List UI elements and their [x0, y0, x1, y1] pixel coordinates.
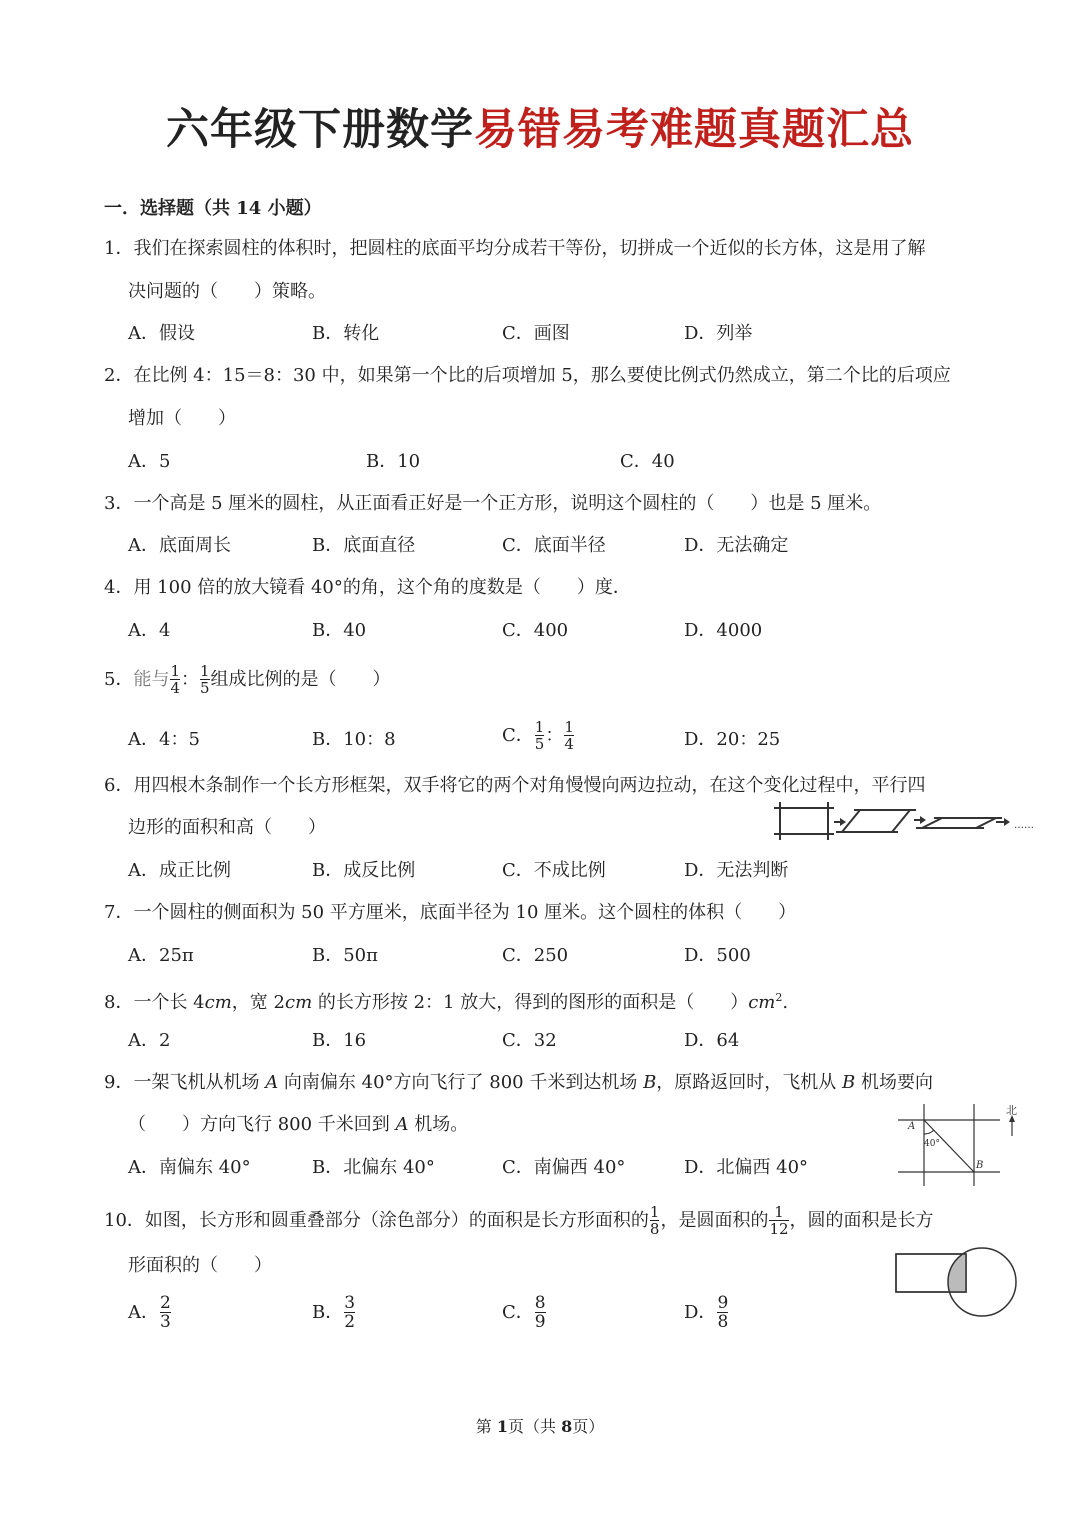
q1-line2: 决问题的（ ）策略。 — [128, 281, 326, 302]
q9-figure-north: 北 — [1006, 1104, 1017, 1117]
q10-rectangle-circle-figure — [892, 1244, 1022, 1324]
q9-option-d: D．北偏西 40° — [684, 1157, 809, 1178]
q5-suffix: 组成比例的是（ ） — [210, 669, 391, 690]
q7-option-a: A．25π — [128, 945, 194, 966]
q1-line1: 1．我们在探索圆柱的体积时，把圆柱的底面平均分成若干等份，切拼成一个近似的长方体，这是用了解 — [104, 238, 926, 259]
q6-option-b: B．成反比例 — [312, 860, 416, 881]
q5-option-b: B．10：8 — [312, 729, 396, 750]
q4-line1: 4．用 100 倍的放大镜看 40°的角，这个角的度数是（ ）度． — [104, 577, 631, 598]
q9-figure-a: A — [908, 1121, 916, 1132]
q6-line2: 边形的面积和高（ ） — [128, 817, 326, 838]
q3-option-a: A．底面周长 — [128, 535, 231, 556]
q5-fraction-1: $\frac{1}{4}$ — [170, 662, 180, 697]
q9-option-a: A．南偏东 40° — [128, 1157, 251, 1178]
q3-option-c: C．底面半径 — [502, 535, 606, 556]
q2-option-c: C．40 — [620, 451, 675, 472]
q8-option-b: B．16 — [312, 1030, 367, 1051]
q6-option-a: A．成正比例 — [128, 860, 231, 881]
q7-option-b: B．50π — [312, 945, 378, 966]
q10-option-a: A． $\frac{2}{3}$ — [128, 1293, 171, 1332]
q5-option-c: C． $\frac{1}{5}$ ： $\frac{1}{4}$ — [502, 718, 574, 753]
q6-figure-ellipsis: …… — [1014, 820, 1034, 831]
q10-fraction-1: $\frac{1}{8}$ — [649, 1203, 660, 1238]
q5-line1: 5．能与 $\frac{1}{4}$ ： $\frac{1}{5}$ 组成比例的是（ ） — [104, 662, 391, 697]
q8-line1: 8．一个长 4cm，宽 2cm 的长方形按 2：1 放大，得到的图形的面积是（ ）$cm^2$. — [104, 991, 789, 1013]
q1-option-d: D．列举 — [684, 323, 753, 344]
q6-option-d: D．无法判断 — [684, 860, 789, 881]
page-title — [0, 96, 1080, 157]
q10-option-b: B． $\frac{3}{2}$ — [312, 1293, 356, 1332]
q8-option-d: D．64 — [684, 1030, 740, 1051]
q4-option-a: A．4 — [128, 620, 171, 641]
q9-direction-figure — [896, 1100, 1022, 1190]
q10-option-d: D． $\frac{9}{8}$ — [684, 1293, 729, 1332]
q7-option-c: C．250 — [502, 945, 569, 966]
q2-option-a: A．5 — [128, 451, 171, 472]
q9-line1: 9．一架飞机从机场 A 向南偏东 40°方向飞行了 800 千米到达机场 B，原路返回时，飞机从 B 机场要向 — [104, 1072, 933, 1093]
q8-option-c: C．32 — [502, 1030, 557, 1051]
title-black: 六年级下册数学 — [166, 105, 474, 155]
q4-option-b: B．40 — [312, 620, 367, 641]
section-heading: 一．选择题（共 14 小题） — [104, 198, 322, 219]
q2-line1: 2．在比例 4：15＝8：30 中，如果第一个比的后项增加 5，那么要使比例式仍然成立，第二个比的后项应 — [104, 365, 951, 386]
q7-line1: 7．一个圆柱的侧面积为 50 平方厘米，底面半径为 10 厘米。这个圆柱的体积（ ） — [104, 902, 797, 923]
q8-option-a: A．2 — [128, 1030, 171, 1051]
q5-option-d: D．20：25 — [684, 729, 781, 750]
q3-option-d: D．无法确定 — [684, 535, 789, 556]
q5-option-a: A．4：5 — [128, 729, 200, 750]
q4-option-c: C．400 — [502, 620, 569, 641]
title-red: 易错易考难题真题汇总 — [474, 105, 914, 155]
q9-option-b: B．北偏东 40° — [312, 1157, 435, 1178]
q10-fraction-2: $\frac{1}{12}$ — [769, 1203, 789, 1238]
q6-option-c: C．不成比例 — [502, 860, 606, 881]
q5-number: 5． — [104, 669, 134, 690]
q10-option-c: C． $\frac{8}{9}$ — [502, 1293, 546, 1332]
q1-option-c: C．画图 — [502, 323, 570, 344]
q7-option-d: D．500 — [684, 945, 751, 966]
q1-option-b: B．转化 — [312, 323, 380, 344]
q2-line2: 增加（ ） — [128, 408, 236, 429]
q10-line1: 10．如图，长方形和圆重叠部分（涂色部分）的面积是长方形面积的 $\frac{1}{8}$ ，是圆面积的 $\frac{1}{12}$ ，圆的面积是长方 — [104, 1203, 934, 1238]
q10-line2: 形面积的（ ） — [128, 1255, 272, 1276]
q9-option-c: C．南偏西 40° — [502, 1157, 626, 1178]
q6-line1: 6．用四根木条制作一个长方形框架，双手将它的两个对角慢慢向两边拉动，在这个变化过程中，平行四 — [104, 775, 926, 796]
q3-option-b: B．底面直径 — [312, 535, 416, 556]
q9-figure-angle: 40° — [924, 1139, 940, 1149]
q9-figure-b: B — [976, 1160, 984, 1171]
q6-frame-figure — [774, 800, 1036, 842]
page-footer: 第 1页（共 8页） — [475, 1417, 605, 1436]
q3-line1: 3．一个高是 5 厘米的圆柱，从正面看正好是一个正方形，说明这个圆柱的（ ）也是 5 厘米。 — [104, 493, 882, 514]
q2-option-b: B．10 — [366, 451, 421, 472]
q1-option-a: A．假设 — [128, 323, 195, 344]
q5-faded-text: 能与 — [133, 669, 170, 690]
q4-option-d: D．4000 — [684, 620, 763, 641]
q9-line2: （ ）方向飞行 800 千米回到 A 机场。 — [128, 1114, 469, 1135]
q5-fraction-2: $\frac{1}{5}$ — [200, 662, 210, 697]
